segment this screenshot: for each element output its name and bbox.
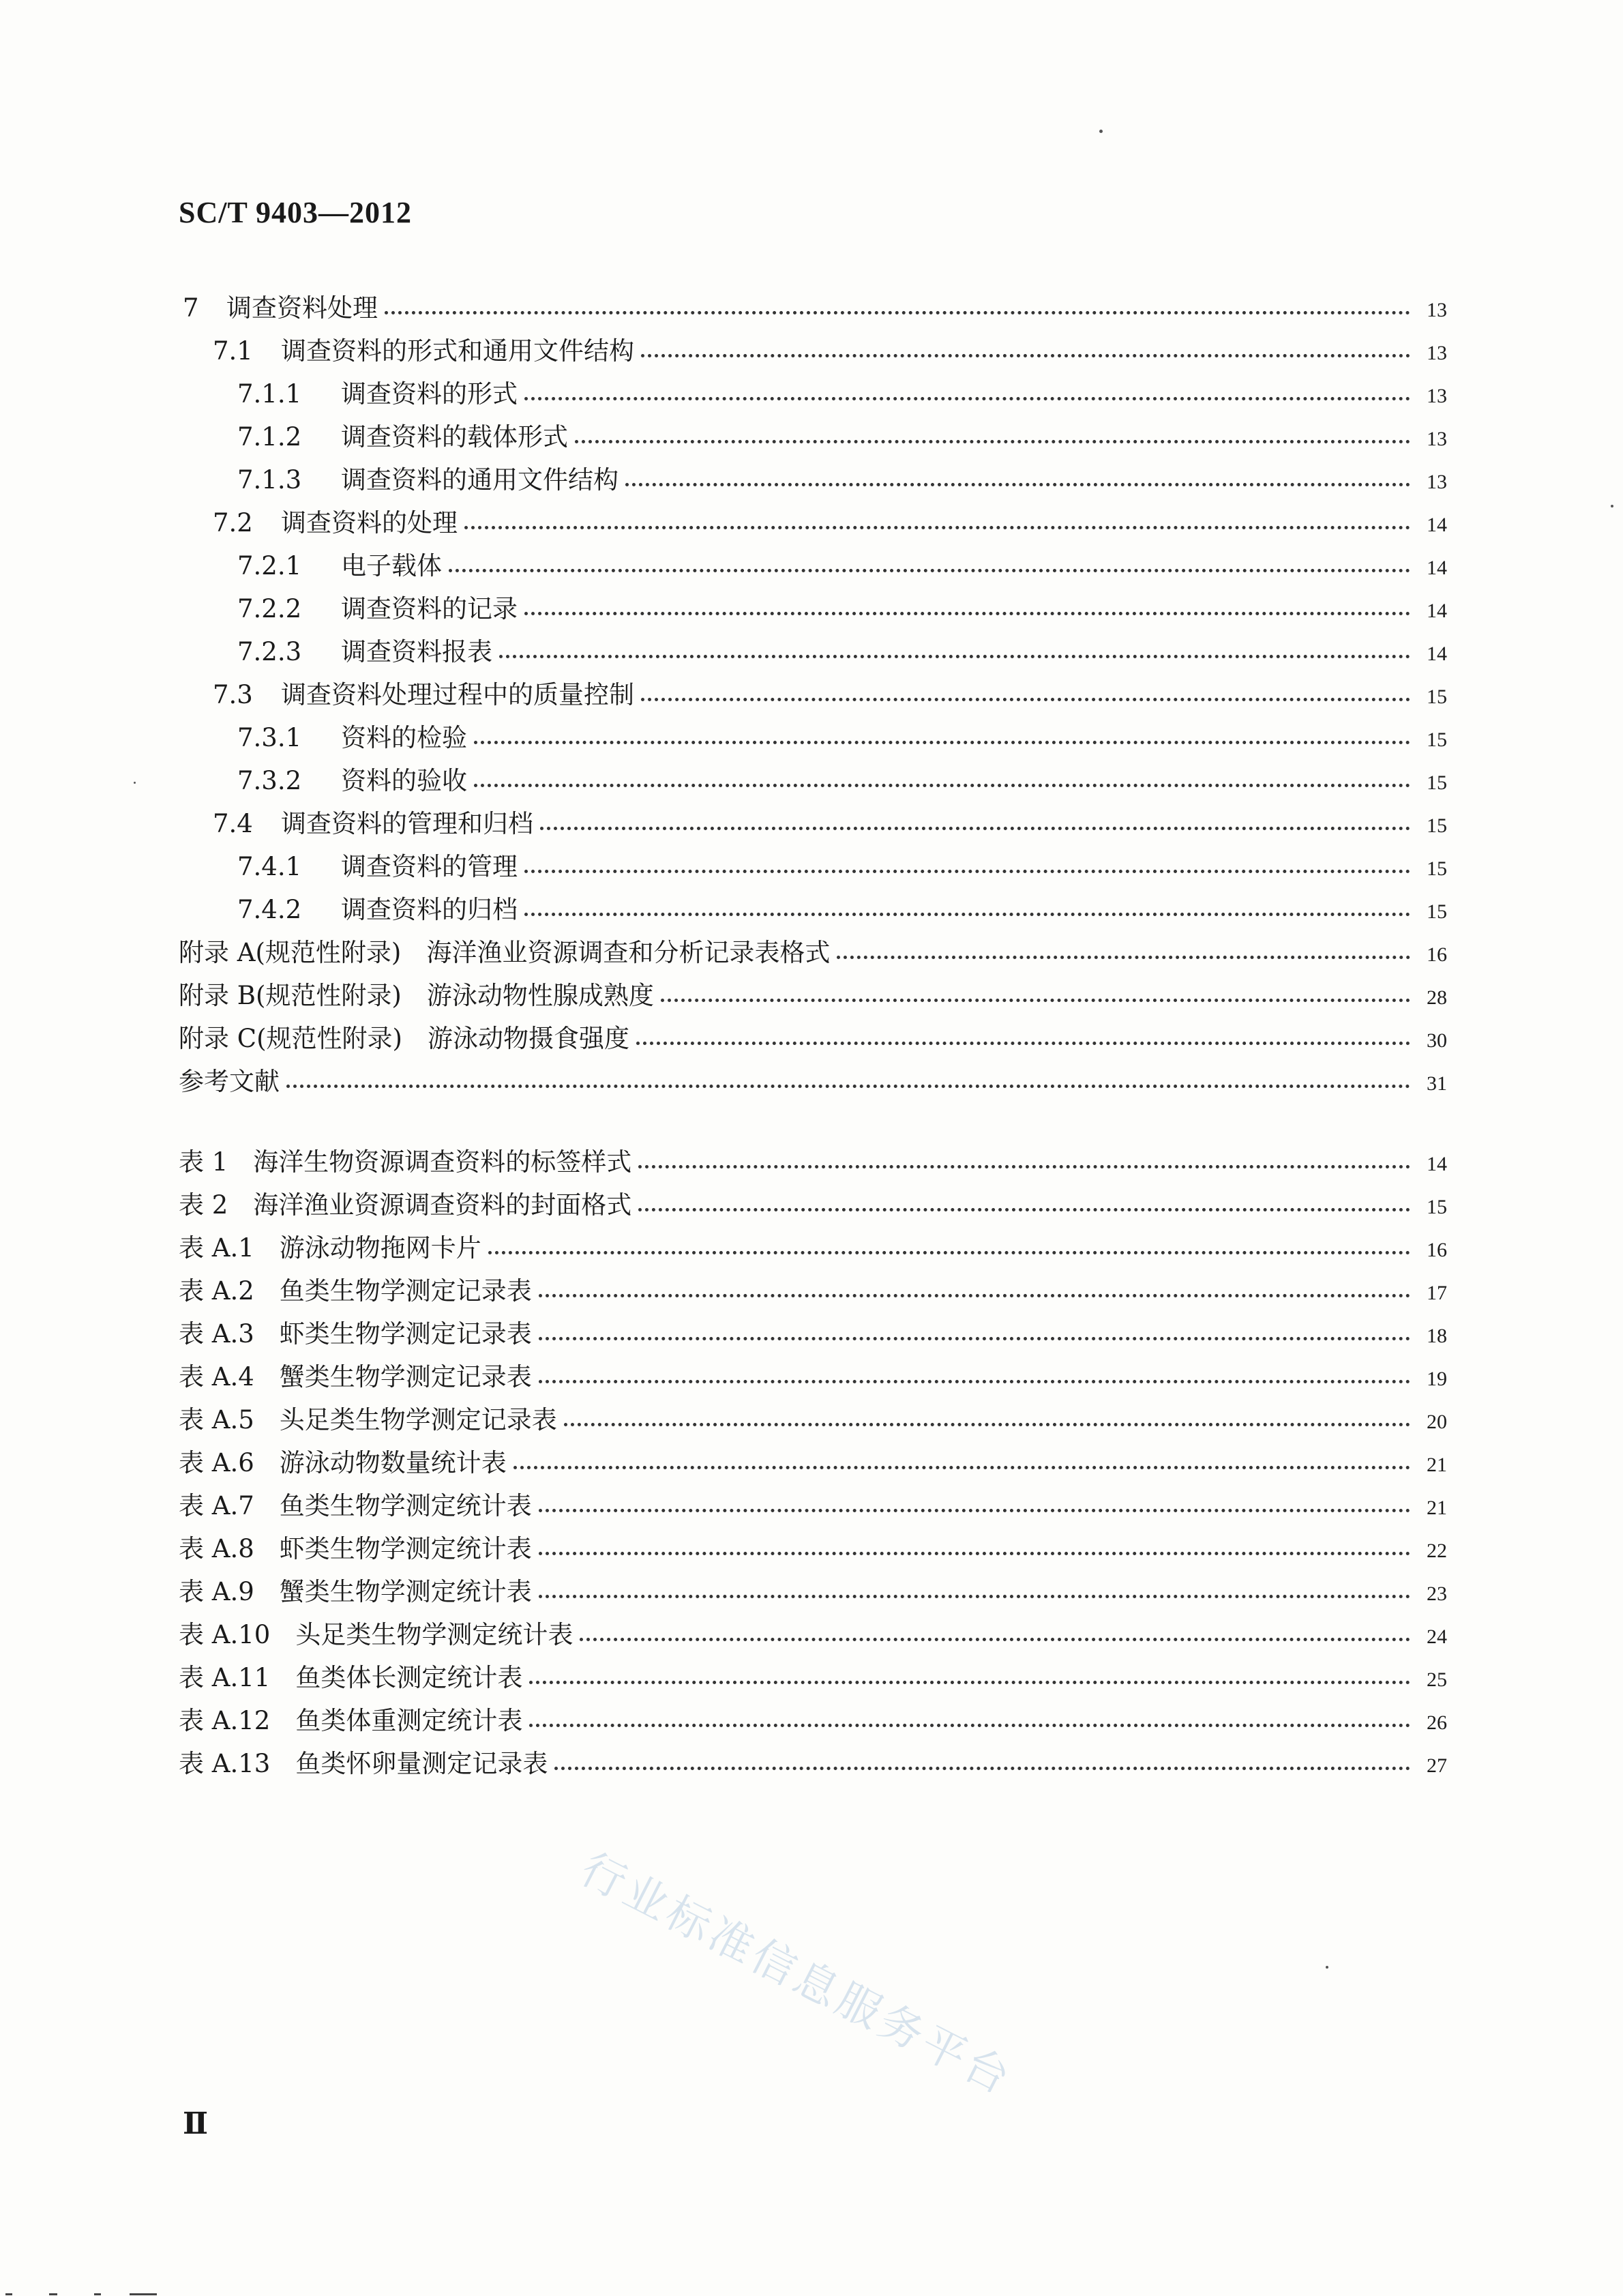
- dot-leader: [575, 440, 1410, 443]
- toc-title: 附录 A(规范性附录) 海洋渔业资源调查和分析记录表格式: [179, 938, 831, 967]
- toc-entry-appendix[interactable]: [179, 1009, 1447, 1051]
- toc-number: 7.3: [213, 680, 253, 709]
- dot-leader: [837, 956, 1410, 959]
- toc-page: 13: [1427, 428, 1447, 450]
- dot-leader: [529, 1724, 1410, 1727]
- dot-leader: [474, 784, 1410, 787]
- toc-page: 28: [1427, 986, 1447, 1009]
- dot-leader: [641, 354, 1410, 357]
- toc-page: 13: [1427, 471, 1447, 493]
- table-title: 表 A.1 游泳动物拖网卡片: [179, 1233, 481, 1263]
- toc-entry[interactable]: [237, 708, 1447, 750]
- toc-page: 15: [1427, 771, 1447, 794]
- dot-leader: [464, 526, 1410, 529]
- document-id: SC/T 9403—2012: [179, 196, 413, 229]
- table-list-entry[interactable]: [179, 1691, 1447, 1733]
- toc-number: 7: [183, 293, 199, 323]
- page-number: Ⅱ: [183, 2107, 209, 2140]
- toc-page: 13: [1427, 385, 1447, 407]
- toc-page: 15: [1427, 900, 1447, 923]
- scan-speck: [1326, 1966, 1328, 1969]
- table-title: 表 A.7 鱼类生物学测定统计表: [179, 1491, 532, 1520]
- toc-entry[interactable]: [213, 794, 1447, 836]
- table-page: 21: [1427, 1497, 1447, 1519]
- toc-page: 13: [1427, 342, 1447, 364]
- scan-artifact: [94, 2293, 101, 2295]
- toc-page: 14: [1427, 557, 1447, 579]
- scan-speck: [1099, 130, 1103, 133]
- table-list-entry[interactable]: [179, 1347, 1447, 1392]
- toc-page: 14: [1427, 643, 1447, 665]
- table-title: 表 A.12 鱼类体重测定统计表: [179, 1706, 523, 1735]
- table-page: 24: [1427, 1625, 1447, 1648]
- toc-page: 15: [1427, 814, 1447, 837]
- table-page: 19: [1427, 1368, 1447, 1390]
- toc-page: 14: [1427, 514, 1447, 536]
- toc-entry[interactable]: [237, 450, 1447, 495]
- toc-title: 资料的验收: [341, 766, 467, 795]
- toc-entry[interactable]: [237, 880, 1447, 922]
- table-title: 表 A.2 鱼类生物学测定记录表: [179, 1276, 532, 1306]
- table-list-entry[interactable]: [179, 1218, 1447, 1261]
- table-page: 25: [1427, 1668, 1447, 1691]
- table-title: 表 1 海洋生物资源调查资料的标签样式: [179, 1147, 632, 1177]
- table-page: 26: [1427, 1711, 1447, 1734]
- toc-number: 7.3.1: [237, 723, 302, 752]
- toc-entry[interactable]: [237, 751, 1447, 793]
- toc-title: 调查资料的形式和通用文件结构: [281, 336, 634, 366]
- table-title: 表 A.6 游泳动物数量统计表: [179, 1448, 507, 1477]
- dot-leader: [564, 1423, 1410, 1426]
- dot-leader: [474, 741, 1410, 744]
- toc-number: 7.2.1: [237, 551, 302, 580]
- toc-title: 调查资料的处理: [281, 508, 458, 538]
- toc-title: 附录 B(规范性附录) 游泳动物性腺成熟度: [179, 981, 654, 1010]
- table-page: 16: [1427, 1239, 1447, 1261]
- toc-number: 7.2.2: [237, 594, 302, 623]
- table-list-entry[interactable]: [179, 1175, 1447, 1218]
- toc-title: 资料的检验: [341, 723, 467, 752]
- toc-title: 调查资料处理过程中的质量控制: [281, 680, 634, 709]
- toc-number: 7.4.1: [237, 852, 302, 881]
- dot-leader: [638, 1208, 1410, 1211]
- dot-leader: [540, 827, 1410, 830]
- toc-entry[interactable]: [213, 493, 1447, 538]
- toc-title: 调查资料的归档: [341, 895, 518, 924]
- table-list-entry[interactable]: [179, 1476, 1447, 1518]
- table-title: 表 2 海洋渔业资源调查资料的封面格式: [179, 1190, 632, 1220]
- table-title: 表 A.8 虾类生物学测定统计表: [179, 1534, 532, 1563]
- toc-number: 7.4.2: [237, 895, 302, 924]
- scan-artifact: [49, 2293, 57, 2295]
- table-list-entry[interactable]: [179, 1433, 1447, 1475]
- dot-leader: [524, 870, 1410, 873]
- table-list-entry[interactable]: [179, 1562, 1447, 1604]
- dot-leader: [286, 1085, 1410, 1088]
- dot-leader: [580, 1638, 1410, 1641]
- toc-page: 15: [1427, 857, 1447, 880]
- toc-number: 7.1.1: [237, 379, 302, 409]
- toc-number: 7.4: [213, 809, 253, 838]
- dot-leader: [524, 913, 1410, 916]
- toc-title: 调查资料报表: [341, 637, 492, 666]
- dot-leader: [449, 569, 1410, 572]
- toc-title: 调查资料的形式: [341, 379, 518, 409]
- table-page: 14: [1427, 1153, 1447, 1175]
- dot-leader: [539, 1509, 1410, 1512]
- toc-entry[interactable]: [237, 407, 1447, 450]
- scan-artifact: [5, 2293, 12, 2295]
- dot-leader: [661, 999, 1410, 1002]
- toc-title: 调查资料的管理和归档: [281, 809, 533, 838]
- toc-entry[interactable]: [213, 665, 1447, 707]
- scan-speck: [134, 782, 136, 784]
- table-list-entry[interactable]: [179, 1648, 1447, 1690]
- table-page: 27: [1427, 1754, 1447, 1777]
- toc-title: 调查资料的通用文件结构: [341, 465, 619, 495]
- toc-page: 13: [1427, 299, 1447, 321]
- toc-title: 附录 C(规范性附录) 游泳动物摄食强度: [179, 1024, 629, 1053]
- toc-title: 调查资料的管理: [341, 852, 518, 881]
- scan-speck: [1611, 505, 1613, 507]
- toc-entry-appendix[interactable]: [179, 966, 1447, 1008]
- table-title: 表 A.3 虾类生物学测定记录表: [179, 1319, 532, 1349]
- toc-entry[interactable]: [237, 579, 1447, 621]
- dot-leader: [636, 1042, 1410, 1045]
- toc-entry[interactable]: [237, 837, 1447, 879]
- toc-title: 调查资料的载体形式: [341, 422, 568, 452]
- toc-entry[interactable]: [183, 278, 1447, 321]
- table-title: 表 A.4 蟹类生物学测定记录表: [179, 1362, 532, 1392]
- table-page: 17: [1427, 1282, 1447, 1304]
- toc-number: 7.3.2: [237, 766, 302, 795]
- dot-leader: [499, 655, 1410, 658]
- table-list-entry[interactable]: [179, 1390, 1447, 1432]
- dot-leader: [641, 698, 1410, 701]
- toc-title: 电子载体: [341, 551, 442, 580]
- dot-leader: [638, 1165, 1410, 1168]
- toc-page: 16: [1427, 943, 1447, 966]
- dot-leader: [513, 1466, 1410, 1469]
- watermark: 行业标准信息服务平台: [572, 1844, 1021, 2106]
- table-title: 表 A.5 头足类生物学测定记录表: [179, 1405, 557, 1434]
- toc-number: 7.2.3: [237, 637, 302, 666]
- table-page: 23: [1427, 1583, 1447, 1605]
- toc-title: 参考文献: [179, 1067, 280, 1096]
- toc-number: 7.2: [213, 508, 253, 538]
- toc-title: 调查资料的记录: [341, 594, 518, 623]
- toc-entry[interactable]: [237, 536, 1447, 578]
- table-page: 22: [1427, 1540, 1447, 1562]
- dot-leader: [488, 1251, 1410, 1254]
- dot-leader: [554, 1767, 1410, 1770]
- dot-leader: [529, 1681, 1410, 1684]
- toc-page: 30: [1427, 1029, 1447, 1052]
- dot-leader: [385, 311, 1410, 314]
- toc-page: 14: [1427, 600, 1447, 622]
- table-list-entry[interactable]: [179, 1734, 1447, 1776]
- table-list-entry[interactable]: [179, 1605, 1447, 1647]
- dot-leader: [539, 1294, 1410, 1297]
- toc-entry[interactable]: [237, 364, 1447, 407]
- table-page: 15: [1427, 1196, 1447, 1218]
- dot-leader: [524, 397, 1410, 400]
- toc-entry-appendix[interactable]: [179, 923, 1447, 965]
- table-title: 表 A.9 蟹类生物学测定统计表: [179, 1577, 532, 1606]
- table-list-entry[interactable]: [179, 1304, 1447, 1349]
- toc-page: 15: [1427, 686, 1447, 708]
- toc-page: 31: [1427, 1072, 1447, 1095]
- table-page: 20: [1427, 1411, 1447, 1433]
- toc-entry[interactable]: [213, 321, 1447, 364]
- dot-leader: [539, 1595, 1410, 1598]
- toc-entry[interactable]: [237, 622, 1447, 664]
- table-page: 21: [1427, 1454, 1447, 1476]
- toc-number: 7.1.2: [237, 422, 302, 452]
- table-title: 表 A.11 鱼类体长测定统计表: [179, 1663, 523, 1692]
- dot-leader: [539, 1380, 1410, 1383]
- toc-entry-references[interactable]: [179, 1052, 1447, 1094]
- dot-leader: [539, 1337, 1410, 1340]
- toc-title: 调查资料处理: [226, 293, 378, 323]
- toc-number: 7.1: [213, 336, 253, 366]
- dot-leader: [625, 483, 1410, 486]
- table-list-entry[interactable]: [179, 1132, 1447, 1175]
- toc-number: 7.1.3: [237, 465, 302, 495]
- scan-artifact: [130, 2293, 157, 2295]
- dot-leader: [539, 1552, 1410, 1555]
- table-list-entry[interactable]: [179, 1261, 1447, 1304]
- table-title: 表 A.10 头足类生物学测定统计表: [179, 1620, 574, 1649]
- table-page: 18: [1427, 1325, 1447, 1347]
- table-list-entry[interactable]: [179, 1519, 1447, 1561]
- toc-page: 15: [1427, 728, 1447, 751]
- table-title: 表 A.13 鱼类怀卵量测定记录表: [179, 1749, 548, 1778]
- dot-leader: [524, 612, 1410, 615]
